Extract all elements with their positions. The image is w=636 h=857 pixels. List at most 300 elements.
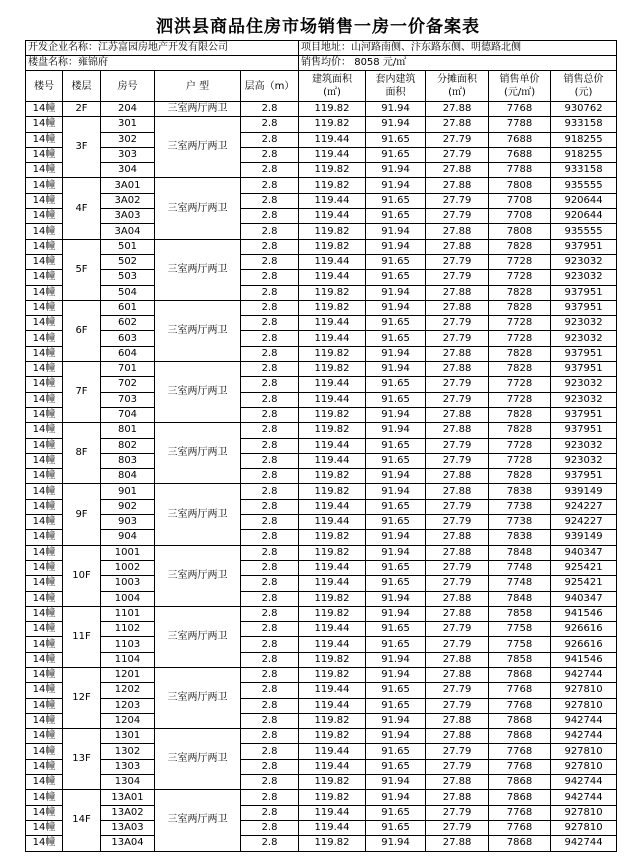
table-row (26, 790, 617, 805)
table-row (26, 683, 617, 698)
height-cell: 2.8 (241, 300, 299, 315)
building-cell: 14幢 (26, 545, 63, 560)
room-cell: 701 (101, 362, 155, 377)
room-cell: 1002 (101, 560, 155, 575)
table-row (26, 163, 617, 178)
total-price-cell: 920644 (551, 193, 617, 208)
area-cell: 119.82 (299, 667, 366, 682)
shared-area-cell: 27.79 (426, 147, 489, 162)
floor-cell: 4F (63, 178, 101, 239)
building-cell: 14幢 (26, 637, 63, 652)
unit-price-cell: 7868 (489, 836, 551, 851)
area-cell: 119.44 (299, 805, 366, 820)
inner-area-cell: 91.94 (366, 667, 426, 682)
table-row (26, 560, 617, 575)
inner-area-cell: 91.65 (366, 683, 426, 698)
floor-cell: 6F (63, 300, 101, 361)
unit-type-cell: 三室两厅两卫 (155, 423, 241, 484)
room-cell: 303 (101, 147, 155, 162)
room-cell: 1303 (101, 759, 155, 774)
unit-price-cell: 7828 (489, 423, 551, 438)
area-cell: 119.82 (299, 729, 366, 744)
building-cell: 14幢 (26, 453, 63, 468)
area-cell: 119.44 (299, 147, 366, 162)
header-row (26, 71, 617, 102)
height-cell: 2.8 (241, 667, 299, 682)
inner-area-cell: 91.65 (366, 759, 426, 774)
height-cell: 2.8 (241, 270, 299, 285)
area-cell: 119.44 (299, 392, 366, 407)
area-cell: 119.44 (299, 331, 366, 346)
inner-area-cell: 91.65 (366, 560, 426, 575)
total-price-cell: 927810 (551, 805, 617, 820)
inner-area-cell: 91.65 (366, 805, 426, 820)
inner-area-cell: 91.94 (366, 484, 426, 499)
table-row (26, 346, 617, 361)
room-cell: 13A04 (101, 836, 155, 851)
unit-price-cell: 7838 (489, 530, 551, 545)
area-cell: 119.82 (299, 469, 366, 484)
inner-area-cell: 91.65 (366, 499, 426, 514)
shared-area-cell: 27.79 (426, 560, 489, 575)
building-cell: 14幢 (26, 117, 63, 132)
inner-area-cell: 91.94 (366, 117, 426, 132)
table-body (26, 41, 617, 852)
room-cell: 602 (101, 316, 155, 331)
height-cell: 2.8 (241, 163, 299, 178)
height-cell: 2.8 (241, 377, 299, 392)
table-row (26, 499, 617, 514)
shared-area-cell: 27.88 (426, 484, 489, 499)
area-cell: 119.82 (299, 790, 366, 805)
unit-price-cell: 7848 (489, 545, 551, 560)
height-cell: 2.8 (241, 576, 299, 591)
height-cell: 2.8 (241, 775, 299, 790)
inner-area-cell: 91.94 (366, 652, 426, 667)
inner-area-cell: 91.65 (366, 377, 426, 392)
total-price-cell: 940347 (551, 545, 617, 560)
unit-price-cell: 7728 (489, 270, 551, 285)
unit-price-cell: 7838 (489, 484, 551, 499)
room-cell: 704 (101, 407, 155, 422)
room-cell: 3A04 (101, 224, 155, 239)
total-price-cell: 937951 (551, 239, 617, 254)
unit-type-cell: 三室两厅两卫 (155, 362, 241, 423)
unit-price-cell: 7868 (489, 713, 551, 728)
total-price-cell: 939149 (551, 484, 617, 499)
shared-area-cell: 27.79 (426, 209, 489, 224)
building-cell: 14幢 (26, 224, 63, 239)
header-shared-line1: 分摊面积 (437, 74, 478, 85)
shared-area-cell: 27.88 (426, 591, 489, 606)
height-cell: 2.8 (241, 193, 299, 208)
building-cell: 14幢 (26, 836, 63, 851)
unit-price-cell: 7768 (489, 805, 551, 820)
table-row (26, 224, 617, 239)
floor-cell: 8F (63, 423, 101, 484)
inner-area-cell: 91.65 (366, 331, 426, 346)
shared-area-cell: 27.79 (426, 576, 489, 591)
height-cell: 2.8 (241, 805, 299, 820)
height-cell: 2.8 (241, 729, 299, 744)
unit-price-cell: 7868 (489, 775, 551, 790)
unit-type-cell: 三室两厅两卫 (155, 484, 241, 545)
unit-price-cell: 7758 (489, 637, 551, 652)
building-cell: 14幢 (26, 438, 63, 453)
unit-price-cell: 7788 (489, 117, 551, 132)
table-row (26, 759, 617, 774)
building-cell: 14幢 (26, 239, 63, 254)
project-location: 项目地址：山河路南侧、汴东路东侧、明德路北侧 (299, 41, 617, 56)
inner-area-cell: 91.94 (366, 346, 426, 361)
table-row (26, 423, 617, 438)
inner-area-cell: 91.94 (366, 423, 426, 438)
shared-area-cell: 27.79 (426, 438, 489, 453)
height-cell: 2.8 (241, 545, 299, 560)
height-cell: 2.8 (241, 560, 299, 575)
building-cell: 14幢 (26, 209, 63, 224)
room-cell: 1301 (101, 729, 155, 744)
height-cell: 2.8 (241, 254, 299, 269)
room-cell: 703 (101, 392, 155, 407)
room-cell: 204 (101, 102, 155, 117)
table-row (26, 652, 617, 667)
shared-area-cell: 27.88 (426, 117, 489, 132)
unit-price-cell: 7768 (489, 744, 551, 759)
floor-cell: 10F (63, 545, 101, 606)
unit-price-cell: 7788 (489, 163, 551, 178)
total-price-cell: 941546 (551, 606, 617, 621)
area-cell: 119.44 (299, 377, 366, 392)
area-cell: 119.44 (299, 453, 366, 468)
total-price-cell: 927810 (551, 759, 617, 774)
total-price-cell: 937951 (551, 407, 617, 422)
total-price-cell: 937951 (551, 346, 617, 361)
inner-area-cell: 91.65 (366, 209, 426, 224)
shared-area-cell: 27.88 (426, 729, 489, 744)
shared-area-cell: 27.79 (426, 331, 489, 346)
building-cell: 14幢 (26, 316, 63, 331)
table-row (26, 622, 617, 637)
unit-price-cell: 7868 (489, 667, 551, 682)
total-price-cell: 935555 (551, 224, 617, 239)
inner-area-cell: 91.94 (366, 178, 426, 193)
total-price-cell: 920644 (551, 209, 617, 224)
table-row (26, 239, 617, 254)
developer-name: 开发企业名称：江苏富园房地产开发有限公司 (26, 41, 299, 56)
area-cell: 119.82 (299, 545, 366, 560)
unit-price-cell: 7828 (489, 362, 551, 377)
room-cell: 3A01 (101, 178, 155, 193)
shared-area-cell: 27.88 (426, 346, 489, 361)
height-cell: 2.8 (241, 407, 299, 422)
info-row-2 (26, 56, 617, 71)
room-cell: 1104 (101, 652, 155, 667)
height-cell: 2.8 (241, 178, 299, 193)
total-price-cell: 924227 (551, 515, 617, 530)
building-cell: 14幢 (26, 392, 63, 407)
total-price-cell: 927810 (551, 820, 617, 835)
unit-price-cell: 7768 (489, 698, 551, 713)
unit-price-cell: 7808 (489, 178, 551, 193)
room-cell: 302 (101, 132, 155, 147)
shared-area-cell: 27.88 (426, 102, 489, 117)
unit-price-cell: 7768 (489, 759, 551, 774)
total-price-cell: 925421 (551, 560, 617, 575)
building-cell: 14幢 (26, 606, 63, 621)
shared-area-cell: 27.88 (426, 239, 489, 254)
table-row (26, 484, 617, 499)
unit-price-cell: 7768 (489, 102, 551, 117)
table-row (26, 102, 617, 117)
area-cell: 119.44 (299, 698, 366, 713)
table-row (26, 392, 617, 407)
area-cell: 119.44 (299, 637, 366, 652)
area-cell: 119.82 (299, 285, 366, 300)
total-price-cell: 937951 (551, 362, 617, 377)
unit-price-cell: 7828 (489, 285, 551, 300)
building-cell: 14幢 (26, 729, 63, 744)
height-cell: 2.8 (241, 790, 299, 805)
height-cell: 2.8 (241, 637, 299, 652)
height-cell: 2.8 (241, 515, 299, 530)
total-price-cell: 930762 (551, 102, 617, 117)
info-row-1 (26, 41, 617, 56)
inner-area-cell: 91.65 (366, 392, 426, 407)
total-price-cell: 937951 (551, 285, 617, 300)
table-row (26, 530, 617, 545)
building-cell: 14幢 (26, 132, 63, 147)
table-row (26, 178, 617, 193)
table-row (26, 775, 617, 790)
height-cell: 2.8 (241, 683, 299, 698)
height-cell: 2.8 (241, 499, 299, 514)
height-cell: 2.8 (241, 285, 299, 300)
unit-price-cell: 7738 (489, 515, 551, 530)
table-row (26, 606, 617, 621)
room-cell: 1103 (101, 637, 155, 652)
unit-price-cell: 7728 (489, 254, 551, 269)
area-cell: 119.82 (299, 484, 366, 499)
table-row (26, 254, 617, 269)
height-cell: 2.8 (241, 224, 299, 239)
shared-area-cell: 27.79 (426, 377, 489, 392)
header-height: 层高（m） (241, 71, 299, 102)
total-price-cell: 923032 (551, 331, 617, 346)
unit-price-cell: 7758 (489, 622, 551, 637)
shared-area-cell: 27.79 (426, 254, 489, 269)
table-row (26, 147, 617, 162)
room-cell: 803 (101, 453, 155, 468)
room-cell: 504 (101, 285, 155, 300)
building-cell: 14幢 (26, 790, 63, 805)
total-price-cell: 942744 (551, 729, 617, 744)
inner-area-cell: 91.65 (366, 270, 426, 285)
shared-area-cell: 27.88 (426, 545, 489, 560)
room-cell: 1203 (101, 698, 155, 713)
area-cell: 119.44 (299, 438, 366, 453)
inner-area-cell: 91.94 (366, 102, 426, 117)
building-cell: 14幢 (26, 331, 63, 346)
shared-area-cell: 27.79 (426, 683, 489, 698)
shared-area-cell: 27.88 (426, 407, 489, 422)
page-title: 泗洪县商品住房市场销售一房一价备案表 (156, 17, 480, 37)
floor-cell: 11F (63, 606, 101, 667)
building-cell: 14幢 (26, 591, 63, 606)
header-inner-line1: 套内建筑 (375, 74, 416, 85)
height-cell: 2.8 (241, 331, 299, 346)
height-cell: 2.8 (241, 652, 299, 667)
floor-cell: 13F (63, 729, 101, 790)
unit-price-cell: 7828 (489, 346, 551, 361)
area-cell: 119.82 (299, 224, 366, 239)
unit-price-cell: 7868 (489, 729, 551, 744)
area-cell: 119.82 (299, 346, 366, 361)
room-cell: 3A03 (101, 209, 155, 224)
unit-price-cell: 7828 (489, 239, 551, 254)
table-row (26, 744, 617, 759)
height-cell: 2.8 (241, 147, 299, 162)
shared-area-cell: 27.88 (426, 469, 489, 484)
shared-area-cell: 27.88 (426, 163, 489, 178)
building-cell: 14幢 (26, 530, 63, 545)
shared-area-cell: 27.79 (426, 820, 489, 835)
room-cell: 1201 (101, 667, 155, 682)
inner-area-cell: 91.94 (366, 775, 426, 790)
building-cell: 14幢 (26, 285, 63, 300)
table-row (26, 820, 617, 835)
room-cell: 501 (101, 239, 155, 254)
room-cell: 1001 (101, 545, 155, 560)
room-cell: 304 (101, 163, 155, 178)
height-cell: 2.8 (241, 102, 299, 117)
shared-area-cell: 27.79 (426, 392, 489, 407)
unit-price-cell: 7828 (489, 407, 551, 422)
total-price-cell: 942744 (551, 713, 617, 728)
unit-price-cell: 7768 (489, 683, 551, 698)
height-cell: 2.8 (241, 239, 299, 254)
total-price-cell: 923032 (551, 254, 617, 269)
inner-area-cell: 91.94 (366, 300, 426, 315)
table-row (26, 453, 617, 468)
total-price-cell: 923032 (551, 270, 617, 285)
shared-area-cell: 27.88 (426, 606, 489, 621)
area-cell: 119.44 (299, 193, 366, 208)
header-area-line2: (㎡) (323, 87, 341, 98)
building-cell: 14幢 (26, 713, 63, 728)
inner-area-cell: 91.94 (366, 407, 426, 422)
floor-cell: 2F (63, 102, 101, 117)
header-inner-area (366, 71, 426, 102)
building-cell: 14幢 (26, 805, 63, 820)
table-row (26, 469, 617, 484)
height-cell: 2.8 (241, 759, 299, 774)
room-cell: 801 (101, 423, 155, 438)
unit-type-cell: 三室两厅两卫 (155, 300, 241, 361)
room-cell: 502 (101, 254, 155, 269)
shared-area-cell: 27.79 (426, 270, 489, 285)
area-cell: 119.44 (299, 254, 366, 269)
building-cell: 14幢 (26, 407, 63, 422)
unit-type-cell: 三室两厅两卫 (155, 117, 241, 178)
total-price-cell: 927810 (551, 683, 617, 698)
unit-price-cell: 7728 (489, 331, 551, 346)
total-price-cell: 937951 (551, 423, 617, 438)
height-cell: 2.8 (241, 820, 299, 835)
shared-area-cell: 27.79 (426, 132, 489, 147)
table-row (26, 805, 617, 820)
height-cell: 2.8 (241, 622, 299, 637)
shared-area-cell: 27.88 (426, 285, 489, 300)
area-cell: 119.82 (299, 606, 366, 621)
area-cell: 119.44 (299, 209, 366, 224)
total-price-cell: 937951 (551, 469, 617, 484)
shared-area-cell: 27.79 (426, 759, 489, 774)
inner-area-cell: 91.94 (366, 163, 426, 178)
table-row (26, 713, 617, 728)
area-cell: 119.82 (299, 239, 366, 254)
area-cell: 119.44 (299, 759, 366, 774)
area-cell: 119.44 (299, 560, 366, 575)
building-cell: 14幢 (26, 560, 63, 575)
area-cell: 119.82 (299, 775, 366, 790)
shared-area-cell: 27.79 (426, 805, 489, 820)
total-price-cell: 927810 (551, 698, 617, 713)
shared-area-cell: 27.79 (426, 515, 489, 530)
room-cell: 13A02 (101, 805, 155, 820)
room-cell: 702 (101, 377, 155, 392)
unit-price-cell: 7828 (489, 469, 551, 484)
unit-price-cell: 7728 (489, 453, 551, 468)
total-price-cell: 940347 (551, 591, 617, 606)
floor-cell: 7F (63, 362, 101, 423)
unit-type-cell: 三室两厅两卫 (155, 667, 241, 728)
shared-area-cell: 27.88 (426, 423, 489, 438)
inner-area-cell: 91.65 (366, 744, 426, 759)
area-cell: 119.44 (299, 744, 366, 759)
total-price-cell: 937951 (551, 300, 617, 315)
unit-price-cell: 7728 (489, 316, 551, 331)
building-cell: 14幢 (26, 652, 63, 667)
header-type: 户 型 (155, 71, 241, 102)
inner-area-cell: 91.94 (366, 729, 426, 744)
height-cell: 2.8 (241, 117, 299, 132)
shared-area-cell: 27.88 (426, 178, 489, 193)
height-cell: 2.8 (241, 591, 299, 606)
shared-area-cell: 27.79 (426, 622, 489, 637)
shared-area-cell: 27.88 (426, 652, 489, 667)
room-cell: 901 (101, 484, 155, 499)
total-price-cell: 918255 (551, 132, 617, 147)
unit-price-cell: 7808 (489, 224, 551, 239)
total-price-cell: 926616 (551, 622, 617, 637)
room-cell: 904 (101, 530, 155, 545)
room-cell: 802 (101, 438, 155, 453)
room-cell: 3A02 (101, 193, 155, 208)
height-cell: 2.8 (241, 484, 299, 499)
room-cell: 603 (101, 331, 155, 346)
header-shared-line2: (㎡) (448, 87, 466, 98)
building-cell: 14幢 (26, 698, 63, 713)
inner-area-cell: 91.94 (366, 591, 426, 606)
unit-type-cell: 三室两厅两卫 (155, 102, 241, 117)
table-row (26, 667, 617, 682)
total-price-cell: 935555 (551, 178, 617, 193)
table-row (26, 515, 617, 530)
area-cell: 119.82 (299, 300, 366, 315)
shared-area-cell: 27.79 (426, 499, 489, 514)
area-cell: 119.82 (299, 178, 366, 193)
